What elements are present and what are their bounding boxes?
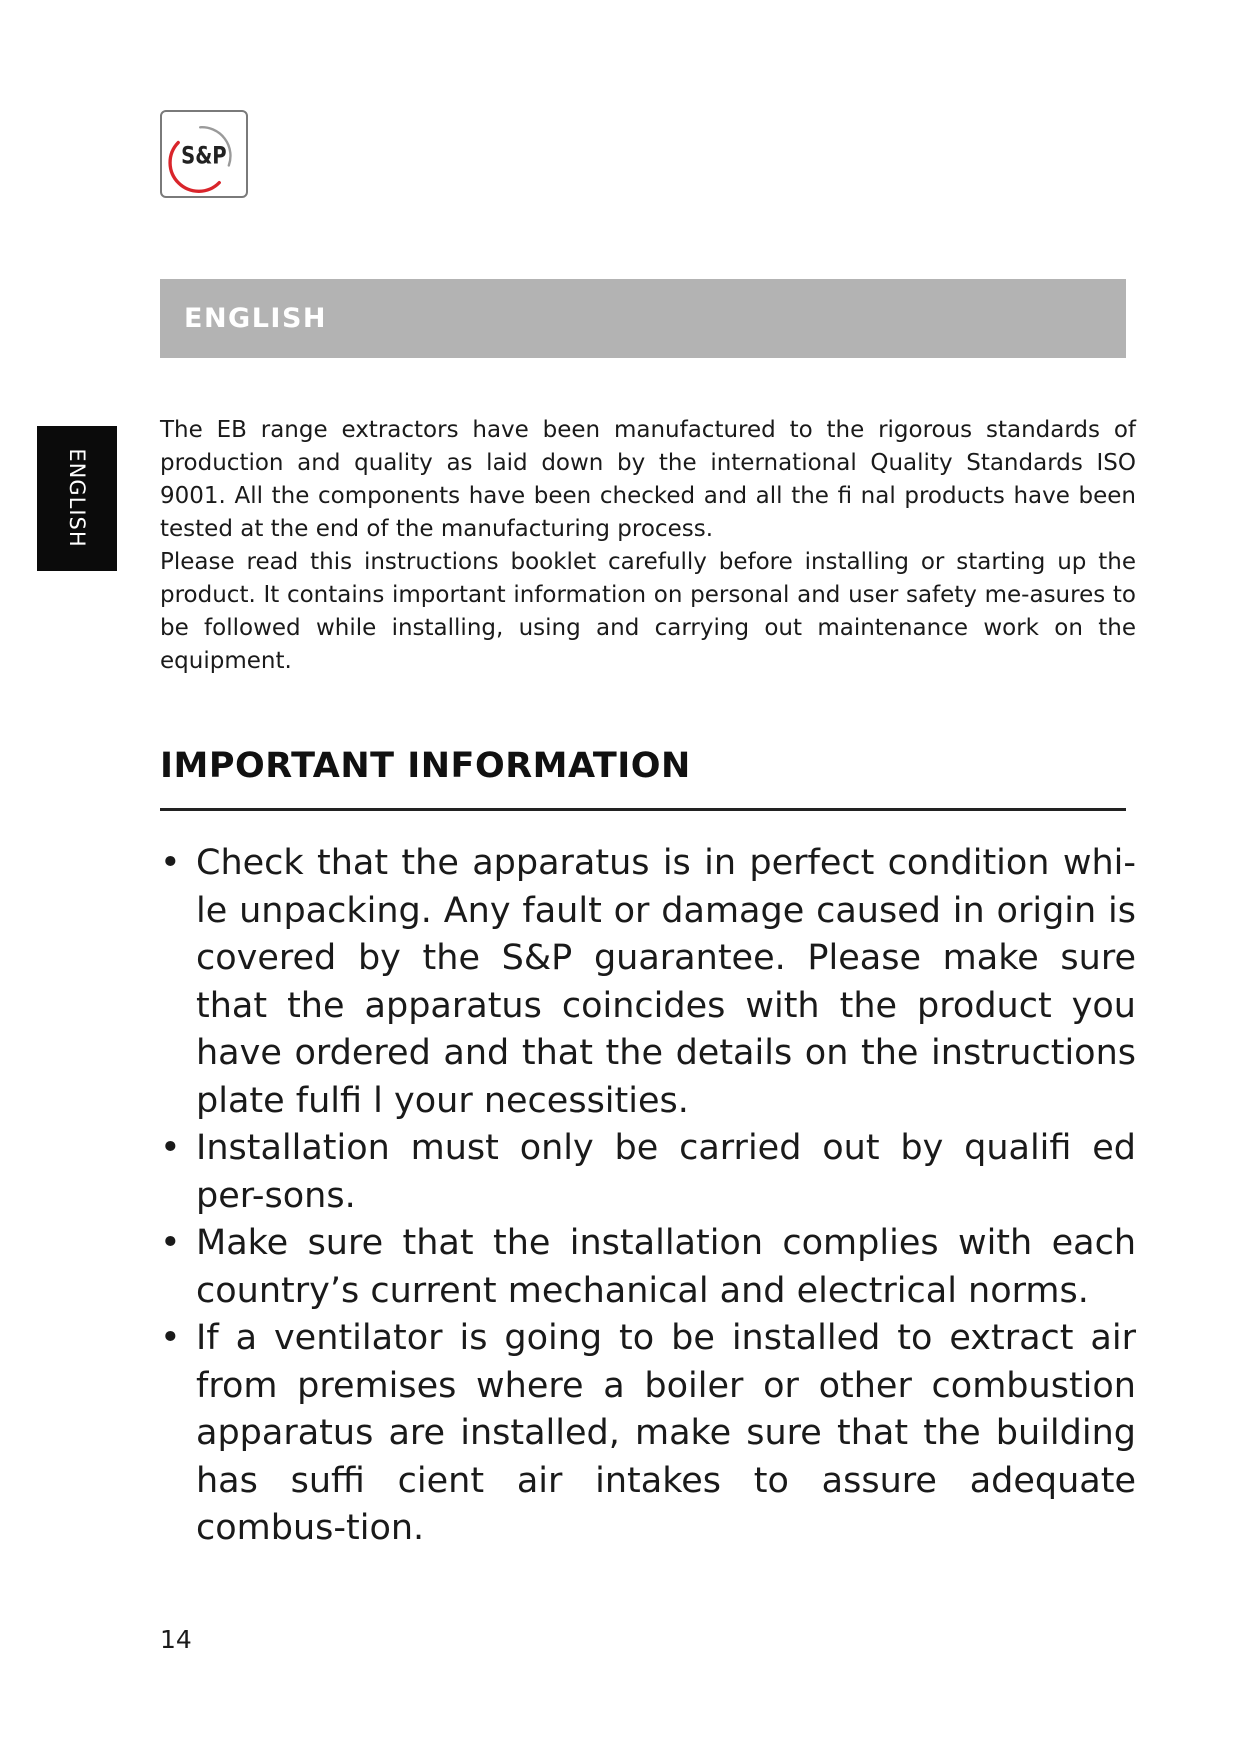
important-list	[160, 840, 1136, 1553]
title-divider	[160, 808, 1126, 811]
language-banner	[160, 279, 1126, 358]
list-item	[160, 1315, 1136, 1553]
brand-logo	[160, 110, 248, 198]
section-title: IMPORTANT INFORMATION	[160, 746, 691, 786]
list-item-text: Make sure that the installation complies with each country’s current mechanical and electrical norms.	[196, 1223, 1136, 1311]
list-item-text: Installation must only be carried out by qualifi ed per-sons.	[196, 1128, 1136, 1216]
bullet-icon: •	[160, 843, 181, 883]
bullet-icon: •	[160, 1223, 181, 1263]
list-item	[160, 1125, 1136, 1220]
bullet-icon: •	[160, 1318, 181, 1358]
bullet-icon: •	[160, 1128, 181, 1168]
list-item-text: Check that the apparatus is in perfect condition whi-le unpacking. Any fault or damage caused in origin is covered by the S&P guarantee. Please make sure that the apparatus coincides with the product you have ordered and that the details on the instructions plate fulfi l your necessities.	[196, 843, 1136, 1121]
page-number: 14	[160, 1625, 192, 1654]
list-item	[160, 1220, 1136, 1315]
list-item	[160, 840, 1136, 1125]
language-side-tab	[37, 426, 117, 571]
intro-paragraph	[160, 414, 1136, 678]
list-item-text: If a ventilator is going to be installed to extract air from premises where a boiler or other combustion apparatus are installed, make sure that the building has suffi cient air intakes to assure adequate combus-tion.	[196, 1318, 1136, 1548]
sp-logo-icon	[162, 112, 246, 196]
logo-text: S&P	[181, 142, 227, 171]
side-tab-label: ENGLISH	[65, 448, 89, 548]
language-banner-label: ENGLISH	[184, 303, 327, 334]
intro-text-1: The EB range extractors have been manufactured to the rigorous standards of production and quality as laid down by the international Quality Standards ISO 9001. All the components have been checked and all the fi nal products have been tested at the end of the manufacturing process.	[160, 417, 1136, 542]
intro-text-2: Please read this instructions booklet carefully before installing or starting up the product. It contains important information on personal and user safety me-asures to be followed while installing, using and carrying out maintenance work on the equipment.	[160, 549, 1136, 674]
